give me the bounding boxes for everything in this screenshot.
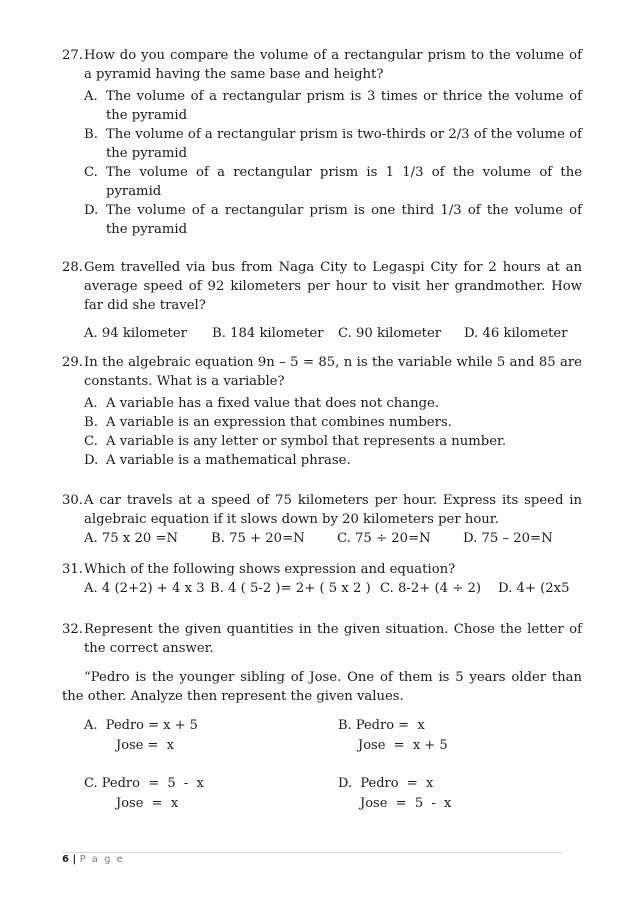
option-b [84,125,582,163]
question-number: 30. [62,493,83,508]
option-c: C. 8-2+ (4 ÷ 2) [380,581,481,596]
option-text: A variable is any letter or symbol that represents a number. [106,434,507,449]
option-label: D. [84,453,99,468]
question-29 [62,353,582,470]
option-a: A. 94 kilometer [84,326,187,341]
option-label: A. [84,89,98,104]
question-27 [62,46,582,239]
options-row [84,579,582,598]
question-28 [62,258,582,343]
option-text: The volume of a rectangular prism is 1 1/3 of the volume of the pyramid [106,165,582,199]
option-a: A. 4 (2+2) + 4 x 3 [84,581,205,596]
option-a [84,394,582,413]
question-text: In the algebraic equation 9n – 5 = 85, n is the variable while 5 and 85 are constants. What is a variable? [84,355,582,389]
question-32 [62,620,582,658]
options-list [62,394,582,470]
option-d [84,451,582,470]
option-a: A. 75 x 20 =N [84,531,179,546]
option-text: The volume of a rectangular prism is one third 1/3 of the volume of the pyramid [106,203,582,237]
option-c: C. 90 kilometer [338,326,442,341]
option-label: D. [84,203,99,218]
question-text: A car travels at a speed of 75 kilometers per hour. Express its speed in algebraic equation if it slows down by 20 kilometers per hour. [84,493,582,527]
page-word: P a g e [79,854,125,865]
option-a [84,87,582,125]
footer-separator: | [68,854,80,865]
question-text: Which of the following shows expression and equation? [84,562,456,577]
option-label: B. [84,127,98,142]
option-b: B. 4 ( 5-2 )= 2+ ( 5 x 2 ) [210,581,371,596]
answer-a-line2: Jose = x [116,738,175,753]
option-c [84,163,582,201]
option-label: C. [84,434,98,449]
option-b: B. 75 + 20=N [211,531,305,546]
answer-b-line2: Jose = x + 5 [358,738,448,753]
option-text: A variable is a mathematical phrase. [106,453,351,468]
page-footer [62,854,124,865]
option-label: C. [84,165,98,180]
option-label: A. [84,396,98,411]
option-label: B. [84,415,98,430]
answer-d-line1: D. Pedro = x [338,776,434,791]
option-text: The volume of a rectangular prism is two-thirds or 2/3 of the volume of the pyramid [106,127,582,161]
option-text: The volume of a rectangular prism is 3 times or thrice the volume of the pyramid [106,89,582,123]
options-list [62,87,582,239]
option-d [84,201,582,239]
options-row [84,529,582,548]
answer-d-line2: Jose = 5 - x [360,796,452,811]
option-d: D. 75 – 20=N [463,531,553,546]
question-number: 32. [62,622,83,637]
option-text: A variable is an expression that combines numbers. [106,415,452,430]
answer-b-line1: B. Pedro = x [338,718,425,733]
option-d: D. 46 kilometer [464,326,568,341]
question-31 [62,560,582,598]
question-text: Gem travelled via bus from Naga City to Legaspi City for 2 hours at an average speed of 92 kilometers per hour to visit her grandmother. How far did she travel? [84,260,582,313]
options-row [84,324,582,343]
question-number: 27. [62,48,83,63]
answer-a-line1: A. Pedro = x + 5 [84,718,198,733]
question-number: 31. [62,562,83,577]
page-number: 6 [62,854,69,865]
option-b [84,413,582,432]
option-text: A variable has a fixed value that does not change. [106,396,440,411]
question-number: 29. [62,355,83,370]
answer-c-line2: Jose = x [116,796,179,811]
question-number: 28. [62,260,83,275]
option-b: B. 184 kilometer [212,326,324,341]
footer-rule [62,852,562,853]
question-text: Represent the given quantities in the given situation. Chose the letter of the correct answer. [84,622,582,656]
scenario-paragraph: “Pedro is the younger sibling of Jose. One of them is 5 years older than the other. Analyze then represent the given values. [62,670,582,704]
question-30 [62,491,582,548]
answer-c-line1: C. Pedro = 5 - x [84,776,204,791]
question-text: How do you compare the volume of a rectangular prism to the volume of a pyramid having the same base and height? [84,48,582,82]
option-d: D. 4+ (2x5 [498,581,570,596]
option-c: C. 75 ÷ 20=N [337,531,431,546]
option-c [84,432,582,451]
